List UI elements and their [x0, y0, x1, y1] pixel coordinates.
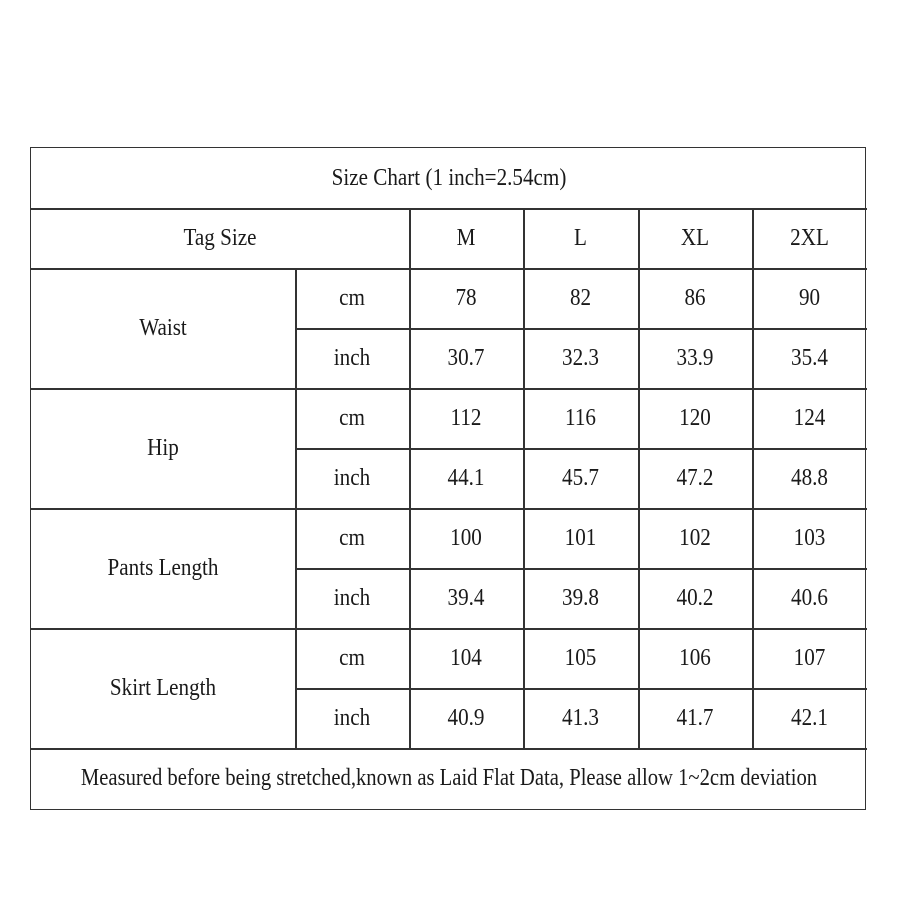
value-cell: 32.3 — [562, 345, 599, 371]
value-cell: 48.8 — [791, 465, 828, 491]
grid-line — [409, 208, 411, 748]
measurement-note: Measured before being stretched,known as Laid Flat Data, Please allow 1~2cm deviation — [80, 765, 818, 791]
value-cell: 124 — [793, 405, 826, 431]
value-cell: 42.1 — [791, 705, 828, 731]
value-cell: 116 — [565, 405, 596, 431]
value-cell: 41.7 — [676, 705, 714, 731]
value-cell: 106 — [679, 645, 711, 671]
measurement-label-hip: Hip — [147, 435, 179, 461]
value-cell: 33.9 — [676, 345, 714, 371]
value-cell: 40.2 — [676, 585, 714, 611]
measurement-label-waist: Waist — [139, 315, 187, 341]
value-cell: 112 — [450, 405, 482, 431]
size-header-m: M — [456, 225, 476, 251]
unit-inch: inch — [333, 465, 371, 491]
unit-inch: inch — [333, 705, 371, 731]
value-cell: 35.4 — [791, 345, 828, 371]
unit-inch: inch — [333, 345, 371, 371]
size-chart-table — [30, 147, 866, 810]
unit-cm: cm — [339, 525, 365, 551]
value-cell: 78 — [455, 285, 477, 311]
value-cell: 47.2 — [676, 465, 714, 491]
value-cell: 102 — [679, 525, 711, 551]
value-cell: 120 — [679, 405, 711, 431]
value-cell: 103 — [793, 525, 826, 551]
value-cell: 86 — [684, 285, 706, 311]
value-cell: 101 — [564, 525, 597, 551]
size-header-xl: XL — [680, 225, 710, 251]
value-cell: 45.7 — [562, 465, 599, 491]
value-cell: 105 — [564, 645, 597, 671]
unit-cm: cm — [339, 285, 365, 311]
value-cell: 104 — [450, 645, 482, 671]
grid-line — [638, 208, 640, 748]
grid-line — [295, 268, 297, 748]
value-cell: 100 — [450, 525, 482, 551]
value-cell: 90 — [798, 285, 821, 311]
measurement-label-pants-length: Pants Length — [107, 555, 219, 581]
unit-cm: cm — [339, 405, 365, 431]
tag-size-header: Tag Size — [183, 225, 257, 251]
value-cell: 44.1 — [447, 465, 485, 491]
value-cell: 39.8 — [562, 585, 599, 611]
value-cell: 40.9 — [447, 705, 485, 731]
value-cell: 40.6 — [791, 585, 828, 611]
value-cell: 107 — [793, 645, 826, 671]
grid-line — [523, 208, 525, 748]
chart-title: Size Chart (1 inch=2.54cm) — [331, 165, 567, 191]
value-cell: 82 — [569, 285, 592, 311]
value-cell: 30.7 — [447, 345, 485, 371]
unit-cm: cm — [339, 645, 365, 671]
value-cell: 41.3 — [562, 705, 599, 731]
unit-inch: inch — [333, 585, 371, 611]
value-cell: 39.4 — [447, 585, 485, 611]
measurement-label-skirt-length: Skirt Length — [109, 675, 217, 701]
size-header-2xl: 2XL — [790, 225, 829, 251]
size-header-l: L — [574, 225, 587, 251]
grid-line — [752, 208, 754, 748]
